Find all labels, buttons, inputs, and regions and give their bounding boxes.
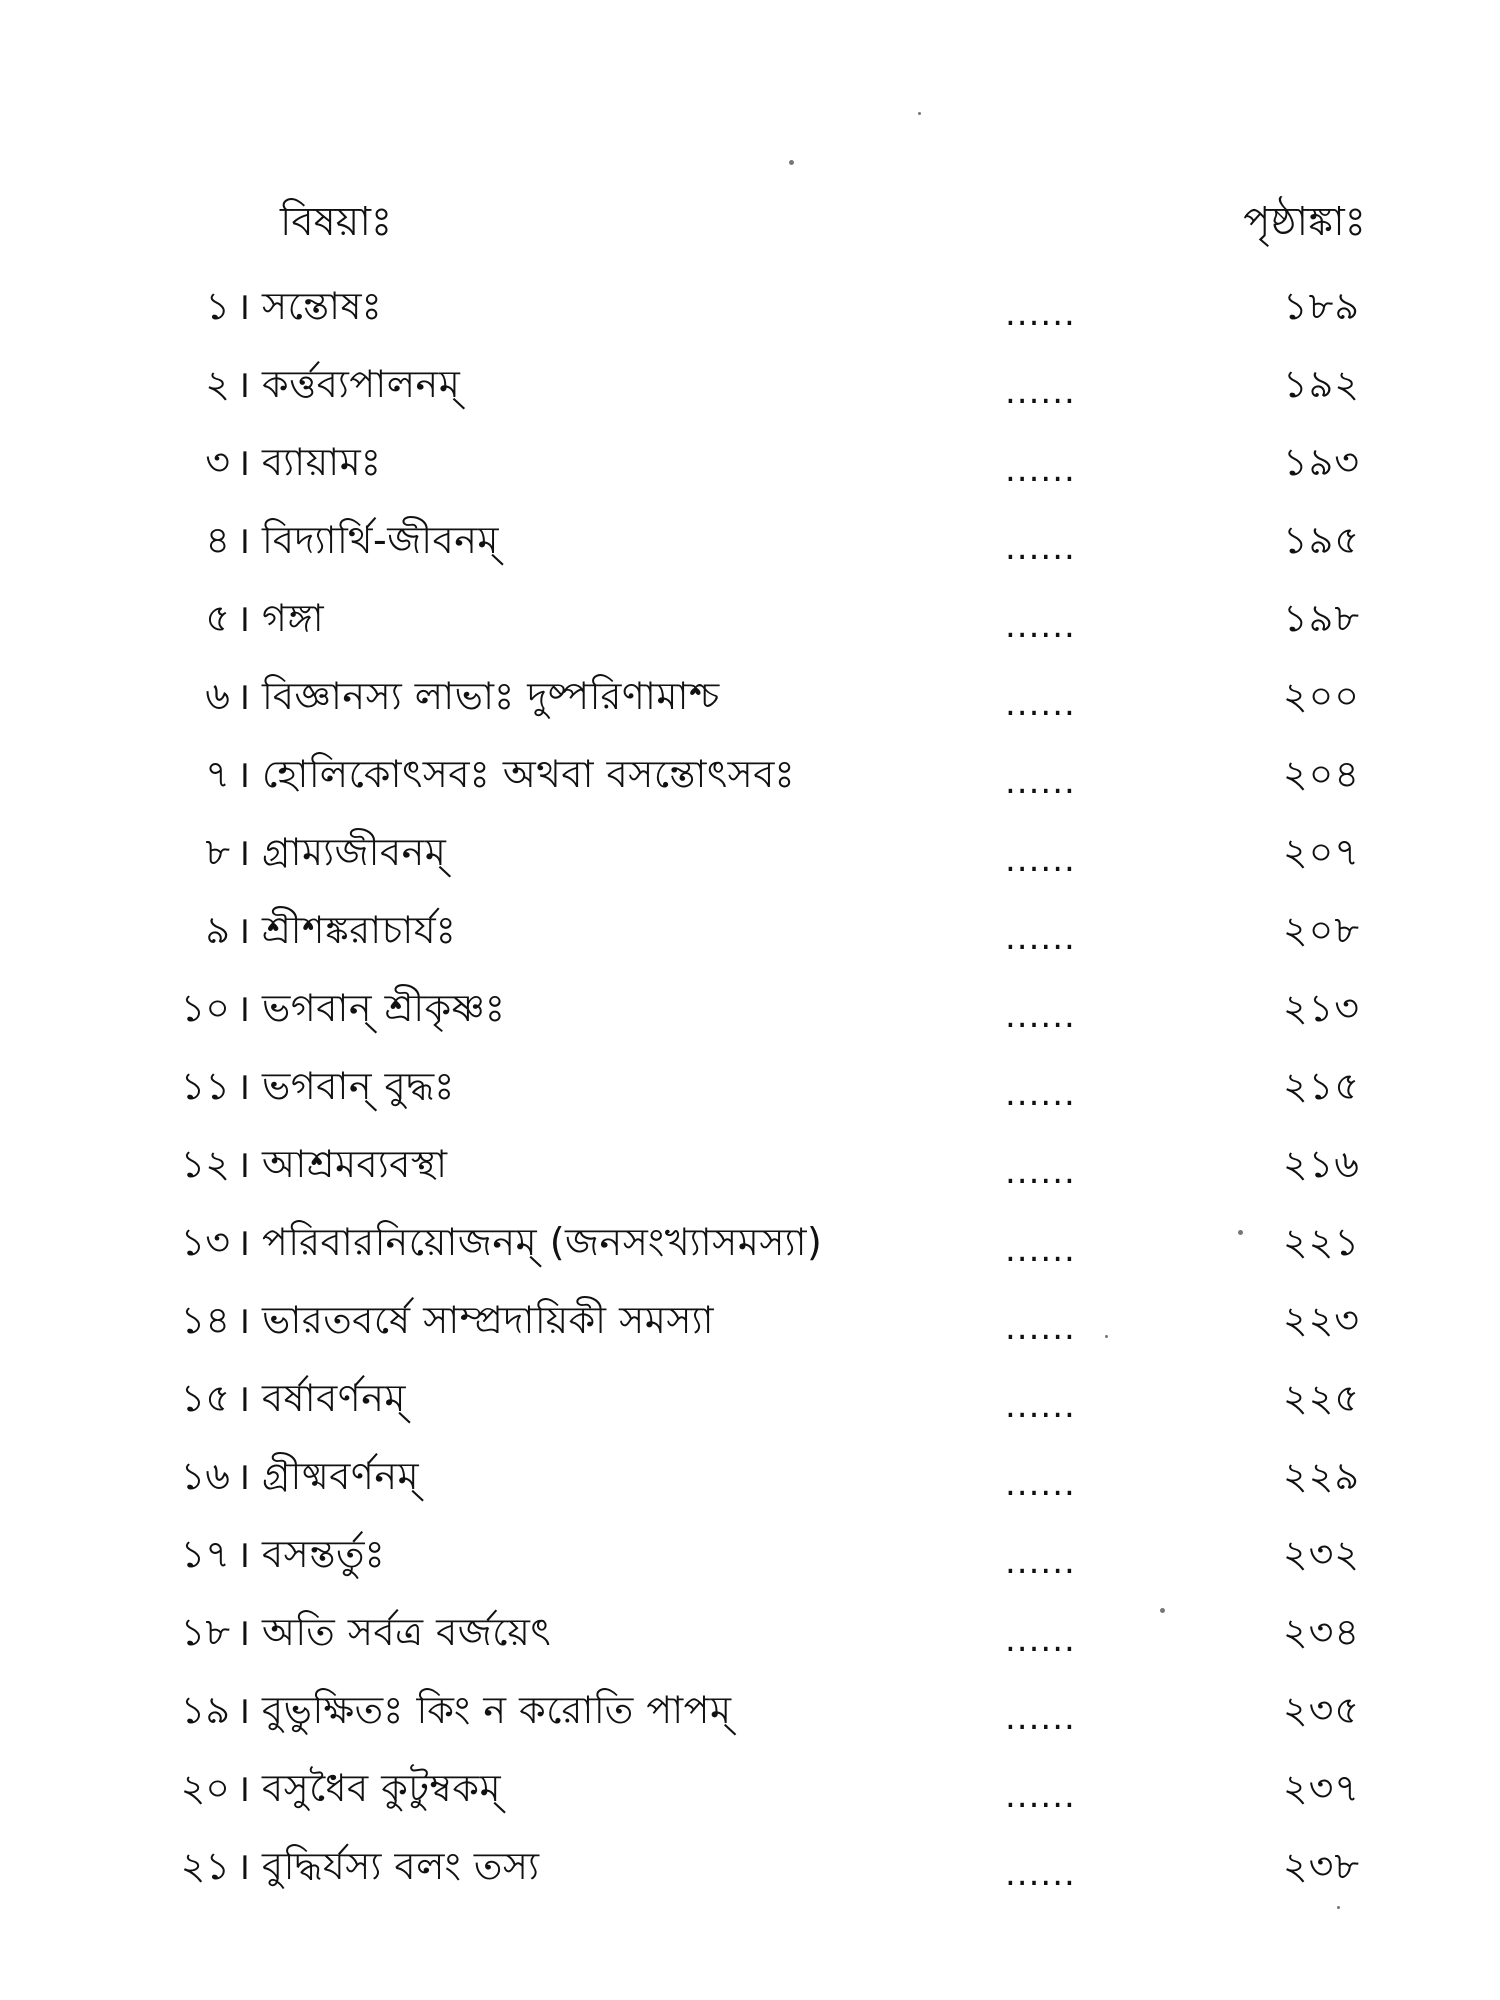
entry-title: শ্রীশঙ্করাচার্যঃ — [262, 908, 457, 952]
toc-row — [0, 588, 1500, 648]
entry-number: ৫ — [205, 596, 230, 640]
toc-row — [0, 1524, 1500, 1584]
leader-dots: ...... — [1005, 762, 1076, 802]
entry-number: ১১ — [180, 1064, 230, 1108]
entry-number: ১৫ — [180, 1376, 230, 1420]
entry-separator: । — [236, 1064, 251, 1108]
entry-number: ২ — [205, 362, 230, 406]
entry-page: ২২৩ — [1282, 1298, 1360, 1342]
entry-title: হোলিকোৎসবঃ অথবা বসন্তোৎসবঃ — [262, 752, 796, 796]
page-column-header: পৃষ্ঠাঙ্কাঃ — [1243, 199, 1366, 245]
entry-page: ২৩৪ — [1282, 1610, 1360, 1654]
entry-page: ১৯৮ — [1283, 596, 1360, 640]
entry-page: ২১৩ — [1282, 986, 1360, 1030]
entry-page: ২২৫ — [1282, 1376, 1360, 1420]
entry-page: ২১৫ — [1282, 1064, 1360, 1108]
entry-number: ২১ — [180, 1844, 230, 1888]
toc-row — [0, 1680, 1500, 1740]
leader-dots: ...... — [1005, 996, 1076, 1036]
entry-number: ১২ — [180, 1142, 230, 1186]
entry-page: ২৩২ — [1282, 1532, 1360, 1576]
entry-separator: । — [236, 1844, 251, 1888]
entry-number: ১৭ — [180, 1532, 230, 1576]
toc-row — [0, 432, 1500, 492]
toc-row — [0, 1758, 1500, 1818]
toc-row — [0, 1290, 1500, 1350]
leader-dots: ...... — [1005, 1776, 1076, 1816]
entry-separator: । — [236, 674, 251, 718]
entry-number: ১৬ — [180, 1454, 230, 1498]
paper-speck — [789, 160, 794, 165]
entry-number: ১৪ — [180, 1298, 230, 1342]
entry-number: ১৩ — [180, 1220, 230, 1264]
entry-separator: । — [236, 1610, 251, 1654]
entry-title: বসন্তর্তুঃ — [262, 1532, 386, 1576]
entry-page: ২০৭ — [1282, 830, 1360, 874]
entry-title: ভারতবর্ষে সাম্প্রদায়িকী সমস্যা — [262, 1298, 714, 1342]
leader-dots: ...... — [1005, 1308, 1076, 1348]
entry-page: ১৯২ — [1282, 362, 1360, 406]
leader-dots: ...... — [1005, 528, 1076, 568]
entry-number: ৬ — [205, 674, 230, 718]
leader-dots: ...... — [1005, 1074, 1076, 1114]
leader-dots: ...... — [1005, 1386, 1076, 1426]
entry-page: ২০০ — [1282, 674, 1360, 718]
toc-row — [0, 276, 1500, 336]
entry-separator: । — [236, 830, 251, 874]
entry-number: ১০ — [180, 986, 230, 1030]
entry-title: বসুধৈব কুটুম্বকম্ — [262, 1766, 502, 1810]
toc-row — [0, 900, 1500, 960]
paper-speck — [1105, 1335, 1108, 1338]
entry-page: ২১৬ — [1282, 1142, 1360, 1186]
entry-number: ৯ — [205, 908, 230, 952]
entry-page: ২৩৫ — [1282, 1688, 1360, 1732]
leader-dots: ...... — [1005, 684, 1076, 724]
leader-dots: ...... — [1005, 294, 1076, 334]
toc-row — [0, 1056, 1500, 1116]
entry-title: বুদ্ধির্যস্য বলং তস্য — [262, 1844, 540, 1888]
leader-dots: ...... — [1005, 1230, 1076, 1270]
entry-separator: । — [236, 284, 251, 328]
entry-page: ২৩৮ — [1282, 1844, 1360, 1888]
entry-separator: । — [236, 752, 251, 796]
entry-title: অতি সর্বত্র বর্জয়েৎ — [262, 1610, 552, 1654]
entry-page: ২০৪ — [1282, 752, 1360, 796]
paper-speck — [1238, 1230, 1243, 1235]
toc-row — [0, 354, 1500, 414]
leader-dots: ...... — [1005, 918, 1076, 958]
toc-row — [0, 1446, 1500, 1506]
entry-title: কর্ত্তব্যপালনম্ — [262, 362, 461, 406]
entry-separator: । — [236, 986, 251, 1030]
entry-title: বর্ষাবর্ণনম্ — [262, 1376, 407, 1420]
entry-page: ২২৯ — [1282, 1454, 1360, 1498]
entry-number: ৪ — [205, 518, 230, 562]
entry-number: ৮ — [205, 830, 230, 874]
entry-title: গ্রাম্যজীবনম্ — [262, 830, 447, 874]
entry-title: গঙ্গা — [262, 596, 325, 640]
entry-separator: । — [236, 1766, 251, 1810]
leader-dots: ...... — [1005, 840, 1076, 880]
entry-separator: । — [236, 440, 251, 484]
leader-dots: ...... — [1005, 1464, 1076, 1504]
entry-separator: । — [236, 1142, 251, 1186]
entry-title: পরিবারনিয়োজনম্ (জনসংখ্যাসমস্যা) — [262, 1220, 823, 1264]
toc-row — [0, 1368, 1500, 1428]
toc-row — [0, 1212, 1500, 1272]
entry-title: ভগবান্ শ্রীকৃষ্ণঃ — [262, 986, 506, 1030]
entry-title: বুভুক্ষিতঃ কিং ন করোতি পাপম্ — [262, 1688, 732, 1732]
entry-number: ১ — [205, 284, 230, 328]
entry-separator: । — [236, 908, 251, 952]
entry-separator: । — [236, 1454, 251, 1498]
subject-column-header: বিষয়াঃ — [280, 199, 393, 245]
entry-page: ১৮৯ — [1283, 284, 1360, 328]
entry-title: গ্রীষ্মবর্ণনম্ — [262, 1454, 420, 1498]
toc-row — [0, 744, 1500, 804]
entry-separator: । — [236, 518, 251, 562]
leader-dots: ...... — [1005, 1620, 1076, 1660]
entry-page: ২৩৭ — [1282, 1766, 1360, 1810]
toc-row — [0, 510, 1500, 570]
toc-row — [0, 1836, 1500, 1896]
entry-page: ২২১ — [1282, 1220, 1360, 1264]
entry-separator: । — [236, 362, 251, 406]
leader-dots: ...... — [1005, 1542, 1076, 1582]
entry-number: ১৯ — [180, 1688, 230, 1732]
entry-page: ১৯৫ — [1283, 518, 1360, 562]
entry-number: ১৮ — [180, 1610, 230, 1654]
entry-number: ৩ — [205, 440, 230, 484]
entry-number: ২০ — [180, 1766, 230, 1810]
leader-dots: ...... — [1005, 1152, 1076, 1192]
paper-speck — [1337, 1906, 1340, 1909]
entry-title: বিদ্যার্থি-জীবনম্ — [262, 518, 500, 562]
leader-dots: ...... — [1005, 372, 1076, 412]
entry-separator: । — [236, 596, 251, 640]
entry-separator: । — [236, 1220, 251, 1264]
toc-row — [0, 1602, 1500, 1662]
entry-title: ভগবান্ বুদ্ধঃ — [262, 1064, 455, 1108]
entry-title: ব্যায়ামঃ — [262, 440, 382, 484]
paper-speck — [918, 112, 921, 115]
toc-row — [0, 822, 1500, 882]
entry-separator: । — [236, 1532, 251, 1576]
leader-dots: ...... — [1005, 606, 1076, 646]
entry-page: ২০৮ — [1282, 908, 1360, 952]
entry-title: বিজ্ঞানস্য লাভাঃ দুষ্পরিণামাশ্চ — [262, 674, 720, 718]
entry-title: সন্তোষঃ — [262, 284, 383, 328]
entry-separator: । — [236, 1688, 251, 1732]
entry-separator: । — [236, 1298, 251, 1342]
leader-dots: ...... — [1005, 1698, 1076, 1738]
entry-title: আশ্রমব্যবস্থা — [262, 1142, 448, 1186]
toc-row — [0, 978, 1500, 1038]
toc-row — [0, 1134, 1500, 1194]
toc-row — [0, 666, 1500, 726]
paper-speck — [1160, 1608, 1165, 1613]
leader-dots: ...... — [1005, 450, 1076, 490]
entry-page: ১৯৩ — [1282, 440, 1360, 484]
leader-dots: ...... — [1005, 1854, 1076, 1894]
entry-separator: । — [236, 1376, 251, 1420]
entry-number: ৭ — [205, 752, 230, 796]
